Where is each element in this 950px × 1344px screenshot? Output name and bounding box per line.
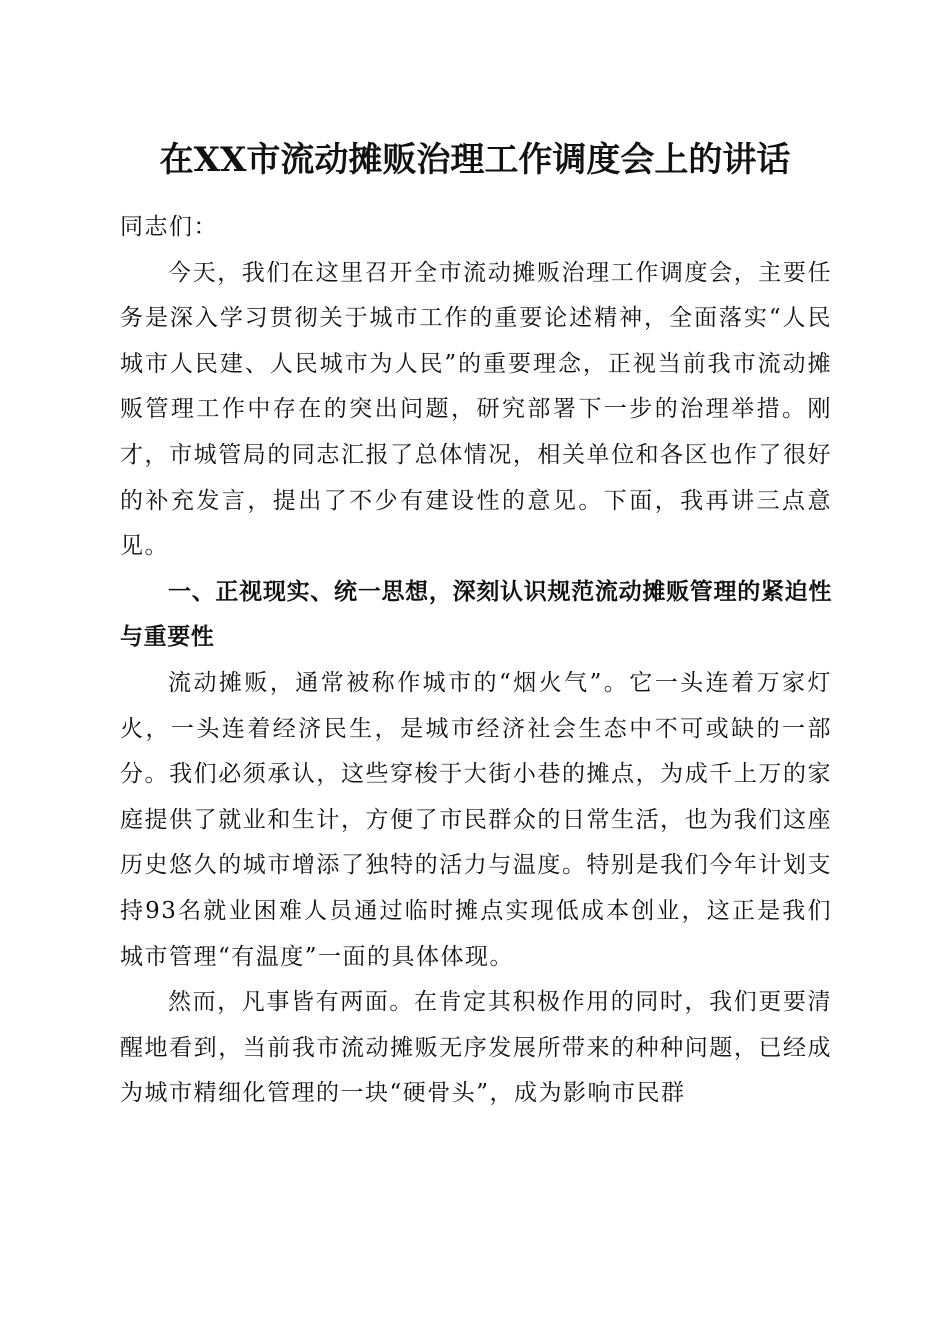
salutation: 同志们： <box>120 214 218 240</box>
document-title: 在XX市流动摊贩治理工作调度会上的讲话 <box>159 140 791 180</box>
section-1-heading: 一、正视现实、统一思想，深刻认识规范流动摊贩管理的紧迫性与重要性 <box>120 578 832 651</box>
section-1-paragraph-2: 然而，凡事皆有两面。在肯定其积极作用的同时，我们更要清醒地看到，当前我市流动摊贩无序发展所带来的种种问题，已经成为城市精细化管理的一块“硬骨头”，成为影响市民群 <box>120 989 832 1107</box>
intro-paragraph: 今天，我们在这里召开全市流动摊贩治理工作调度会，主要任务是深入学习贯彻关于城市工作的重要论述精神，全面落实“人民城市人民建、人民城市为人民”的重要理念，正视当前我市流动摊贩管理工作中存在的突出问题，研究部署下一步的治理举措。刚才，市城管局的同志汇报了总体情况，相关单位和各区也作了很好的补充发言，提出了不少有建设性的意见。下面，我再讲三点意见。 <box>120 259 832 560</box>
section-1-paragraph-1: 流动摊贩，通常被称作城市的“烟火气”。它一头连着万家灯火，一头连着经济民生，是城市经济社会生态中不可或缺的一部分。我们必须承认，这些穿梭于大街小巷的摊点，为成千上万的家庭提供了就业和生计，方便了市民群众的日常生活，也为我们这座历史悠久的城市增添了独特的活力与温度。特别是我们今年计划支持93名就业困难人员通过临时摊点实现低成本创业，这正是我们城市管理“有温度”一面的具体体现。 <box>120 669 832 970</box>
document-body <box>120 205 832 1117</box>
